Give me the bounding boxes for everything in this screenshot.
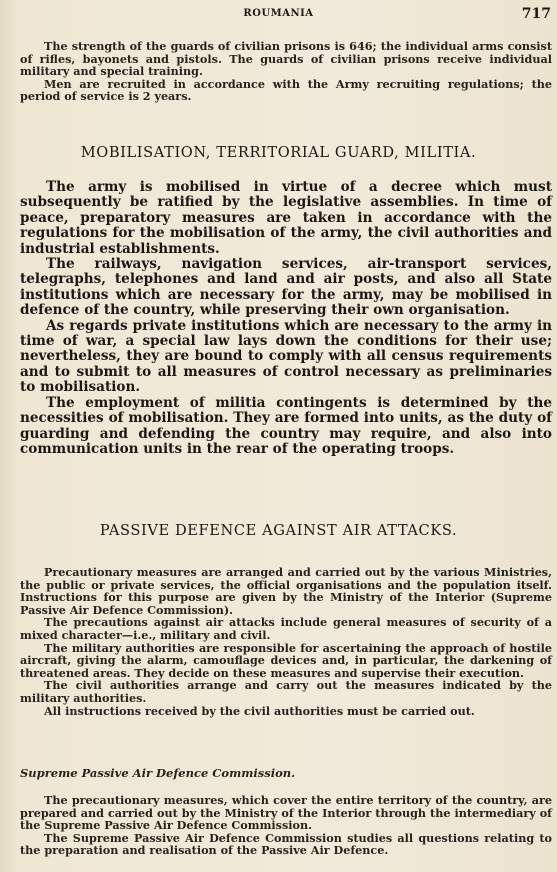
- running-header: [0, 6, 557, 24]
- paragraph: The strength of the guards of civilian prisons is 646; the individual arms consist of rifles, bayonets and pistols. The guards of civilian prisons receive individual military and special training.: [20, 39, 552, 79]
- mobilisation-section: [20, 180, 552, 457]
- commission-section: [20, 794, 552, 857]
- paragraph: Men are recruited in accordance with the Army recruiting regulations; the period of service is 2 years.: [20, 76, 552, 104]
- running-title: ROUMANIA: [243, 8, 314, 19]
- intro-section: [20, 40, 552, 103]
- paragraph: The railways, navigation services, air-transport services, telegraphs, telephones and land and air posts, and also all State institutions which are necessary for the army, may be mobilised in defence of the country, while preserving their own organisation.: [20, 256, 552, 319]
- paragraph: Precautionary measures are arranged and carried out by the various Ministries, the public or private services, the official organisations and the population itself. Instructions for this purpose are given by the Ministry of the Interior (Supreme Passive Air Defence Commission).: [20, 565, 552, 617]
- passive-defence-section: [20, 566, 552, 717]
- subheading-commission: Supreme Passive Air Defence Commission.: [20, 766, 296, 780]
- paragraph: As regards private institutions which are necessary to the army in time of war, a special law lays down the conditions for their use; nevertheless, they are bound to comply with all census requirements and to submit to all measures of control necessary as preliminaries to mobilisation.: [20, 317, 552, 396]
- paragraph: All instructions received by the civil authorities must be carried out.: [44, 703, 475, 718]
- section-heading-mobilisation: MOBILISATION, TERRITORIAL GUARD, MILITIA.: [80, 144, 477, 161]
- page-number: 717: [521, 6, 551, 22]
- paragraph: The Supreme Passive Air Defence Commission studies all questions relating to the preparation and realisation of the Passive Air Defence.: [20, 830, 552, 858]
- paragraph: The civil authorities arrange and carry out the measures indicated by the military authorities.: [20, 678, 552, 705]
- paragraph: The precautionary measures, which cover the entire territory of the country, are prepared and carried out by the Ministry of the Interior through the intermediary of the Supreme Passive Air Defence Commission.: [20, 793, 552, 833]
- section-heading-passive-defence: PASSIVE DEFENCE AGAINST AIR ATTACKS.: [99, 522, 458, 539]
- paragraph: The precautions against air attacks include general measures of security of a mixed character—i.e., military and civil.: [20, 615, 552, 642]
- paragraph: The military authorities are responsible for ascertaining the approach of hostile aircraft, giving the alarm, camouflage devices and, in particular, the darkening of threatened areas. They decide on these measures and supervise their execution.: [20, 640, 552, 680]
- paragraph: The employment of militia contingents is determined by the necessities of mobilisation. They are formed into units, as the duty of guarding and defending the country may require, and also into communication units in the rear of the operating troops.: [20, 394, 552, 457]
- paragraph: The army is mobilised in virtue of a decree which must subsequently be ratified by the legislative assemblies. In time of peace, preparatory measures are taken in accordance with the regulations for the mobilisation of the army, the civil authorities and industrial establishments.: [20, 179, 552, 257]
